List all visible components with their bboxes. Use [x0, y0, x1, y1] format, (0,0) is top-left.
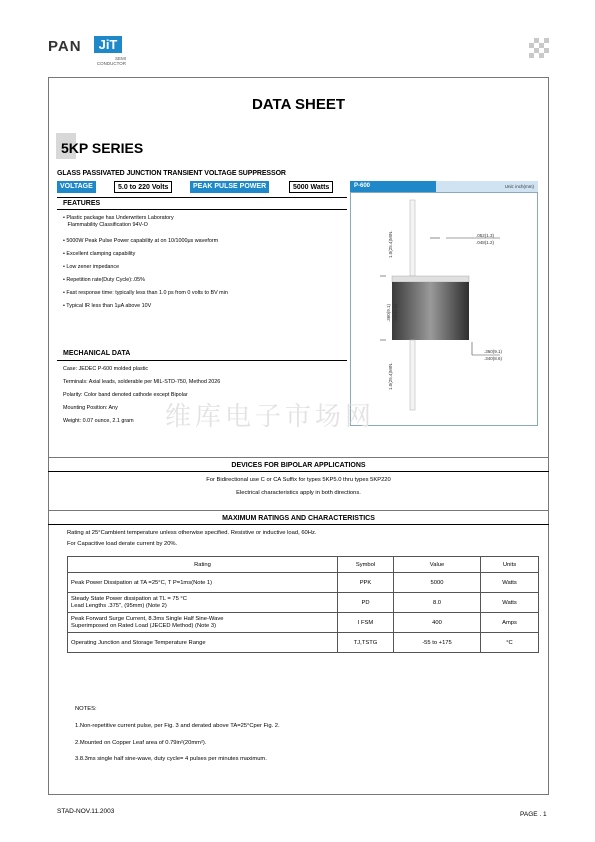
bipolar-line1: For Bidirectional use C or CA Suffix for types 5KP5.0 thru types 5KP220: [206, 477, 391, 483]
column-header: Value: [394, 557, 481, 573]
mechanical-rule: [57, 360, 347, 361]
package-name: P-600: [354, 183, 371, 189]
units-cell: °C: [481, 633, 539, 653]
notes-heading: NOTES:: [75, 706, 97, 712]
symbol-cell: PD: [338, 593, 394, 613]
feature-item: • Fast response time: typically less than 1.0 ps from 0 volts to BV min: [63, 290, 228, 296]
footer-page: PAGE . 1: [520, 811, 547, 818]
table-row: [68, 613, 539, 633]
features-top-rule: [57, 197, 347, 198]
units-cell: Amps: [481, 613, 539, 633]
diode-body: [392, 282, 469, 340]
watermark-text: 维库电子市场网: [165, 402, 376, 432]
dim-body-dia-min: .340(8.6): [484, 356, 503, 361]
units-cell: Watts: [481, 573, 539, 593]
table-header-row: [68, 557, 539, 573]
feature-item: Flammability Classification 94V-O: [63, 222, 148, 228]
product-subtitle: GLASS PASSIVATED JUNCTION TRANSIENT VOLTAGE SUPPRESSOR: [57, 170, 286, 177]
logo-jit-text: JiT: [94, 36, 122, 53]
mechanical-heading: MECHANICAL DATA: [63, 350, 131, 357]
value-cell: 5000: [394, 573, 481, 593]
bipolar-rule: [48, 471, 549, 472]
mechanical-item: Polarity: Color band denoted cathode except Bipolar: [63, 392, 188, 398]
feature-item: • Typical IR less than 1μA above 10V: [63, 303, 152, 309]
column-header: Rating: [68, 557, 338, 573]
dim-lead-bottom: 1.0(25.4)MIN.: [388, 362, 393, 390]
feature-item: • Low zener impedance: [63, 264, 120, 270]
bipolar-line2: Electrical characteristics apply in both directions.: [236, 490, 361, 496]
features-heading: FEATURES: [63, 200, 101, 207]
voltage-label: VOLTAGE: [57, 181, 96, 193]
ratings-table: [67, 556, 539, 653]
mechanical-item: Mounting Position: Any: [63, 405, 118, 411]
series-name: 5KP SERIES: [61, 140, 144, 156]
ratings-rule: [48, 524, 549, 525]
voltage-value: 5.0 to 220 Volts: [114, 181, 172, 193]
column-header: Symbol: [338, 557, 394, 573]
rating-cell: Steady State Power dissipation at TL = 75 °C Lead Lengths .375", (95mm) (Note 2): [68, 593, 338, 613]
ratings-note2: For Capacitive load derate current by 20%.: [67, 541, 178, 547]
note-item: 3.8.3ms single half sine-wave, duty cycle= 4 pulses per minutes maximum.: [75, 756, 267, 762]
dim-lead-top: 1.0(25.4)MIN.: [388, 230, 393, 258]
value-cell: -55 to +175: [394, 633, 481, 653]
diode-drawing: [350, 192, 538, 426]
feature-item: • Plastic package has Underwriters Laboratory: [63, 215, 174, 221]
bottom-lead: [410, 340, 415, 410]
ratings-heading: MAXIMUM RATINGS AND CHARACTERISTICS: [222, 515, 375, 522]
units-cell: Watts: [481, 593, 539, 613]
top-lead: [410, 200, 415, 276]
cathode-band: [392, 276, 469, 282]
power-value: 5000 Watts: [289, 181, 333, 193]
ratings-top-rule: [48, 510, 549, 511]
note-item: 1.Non-repetitive current pulse, per Fig. 3 and derated above TA=25°Cper Fig. 2.: [75, 723, 280, 729]
bipolar-heading: DEVICES FOR BIPOLAR APPLICATIONS: [231, 462, 366, 469]
dim-lead-dia-min: .048(1.2): [476, 240, 495, 245]
feature-item: • 5000W Peak Pulse Power capability at on 10/1000μs waveform: [63, 238, 219, 244]
ratings-note1: Rating at 25°Cambient temperature unless otherwise specified. Resistive or inductive load, 60Hz.: [67, 530, 317, 536]
logo-subtitle: SEMI CONDUCTOR: [96, 56, 126, 66]
feature-item: • Repetition rate(Duty Cycle):.05%: [63, 277, 145, 283]
table-row: [68, 633, 539, 653]
value-cell: 400: [394, 613, 481, 633]
rating-cell: Peak Power Dissipation at TA =25°C, T P=1ms(Note 1): [68, 573, 338, 593]
footer-date: STAD-NOV.11.2003: [57, 808, 115, 815]
column-header: Units: [481, 557, 539, 573]
bipolar-top-rule: [48, 457, 549, 458]
rating-cell: Peak Forward Surge Current, 8.3ms Single Half Sine-Wave Superimposed on Rated Load (JECED Method) (Note 3): [68, 613, 338, 633]
dim-body-dia: .360(9.1): [484, 349, 503, 354]
dim-body-len-min: .340(8.6): [393, 303, 398, 322]
symbol-cell: PPK: [338, 573, 394, 593]
mechanical-item: Case: JEDEC P-600 molded plastic: [63, 366, 149, 372]
symbol-cell: I FSM: [338, 613, 394, 633]
table-row: [68, 573, 539, 593]
value-cell: 8.0: [394, 593, 481, 613]
logo-pan-text: PAN: [48, 38, 82, 55]
mechanical-item: Weight: 0.07 ounce, 2.1 gram: [63, 418, 134, 424]
power-label: PEAK PULSE POWER: [190, 181, 269, 193]
symbol-cell: TJ,TSTG: [338, 633, 394, 653]
features-rule: [57, 209, 347, 210]
package-unit: Unit: inch(mm): [504, 184, 534, 189]
table-row: [68, 593, 539, 613]
mechanical-item: Terminals: Axial leads, solderable per MIL-STD-750, Method 2026: [63, 379, 221, 385]
dim-lead-dia: .052(1.3): [476, 233, 495, 238]
feature-item: • Excellent clamping capability: [63, 251, 136, 257]
page-title: DATA SHEET: [251, 96, 346, 113]
dim-body-len: .360(9.1): [386, 303, 391, 322]
note-item: 2.Mounted on Copper Leaf area of 0.79in²(20mm²).: [75, 740, 207, 746]
corner-pattern-icon: [529, 38, 549, 58]
rating-cell: Operating Junction and Storage Temperature Range: [68, 633, 338, 653]
